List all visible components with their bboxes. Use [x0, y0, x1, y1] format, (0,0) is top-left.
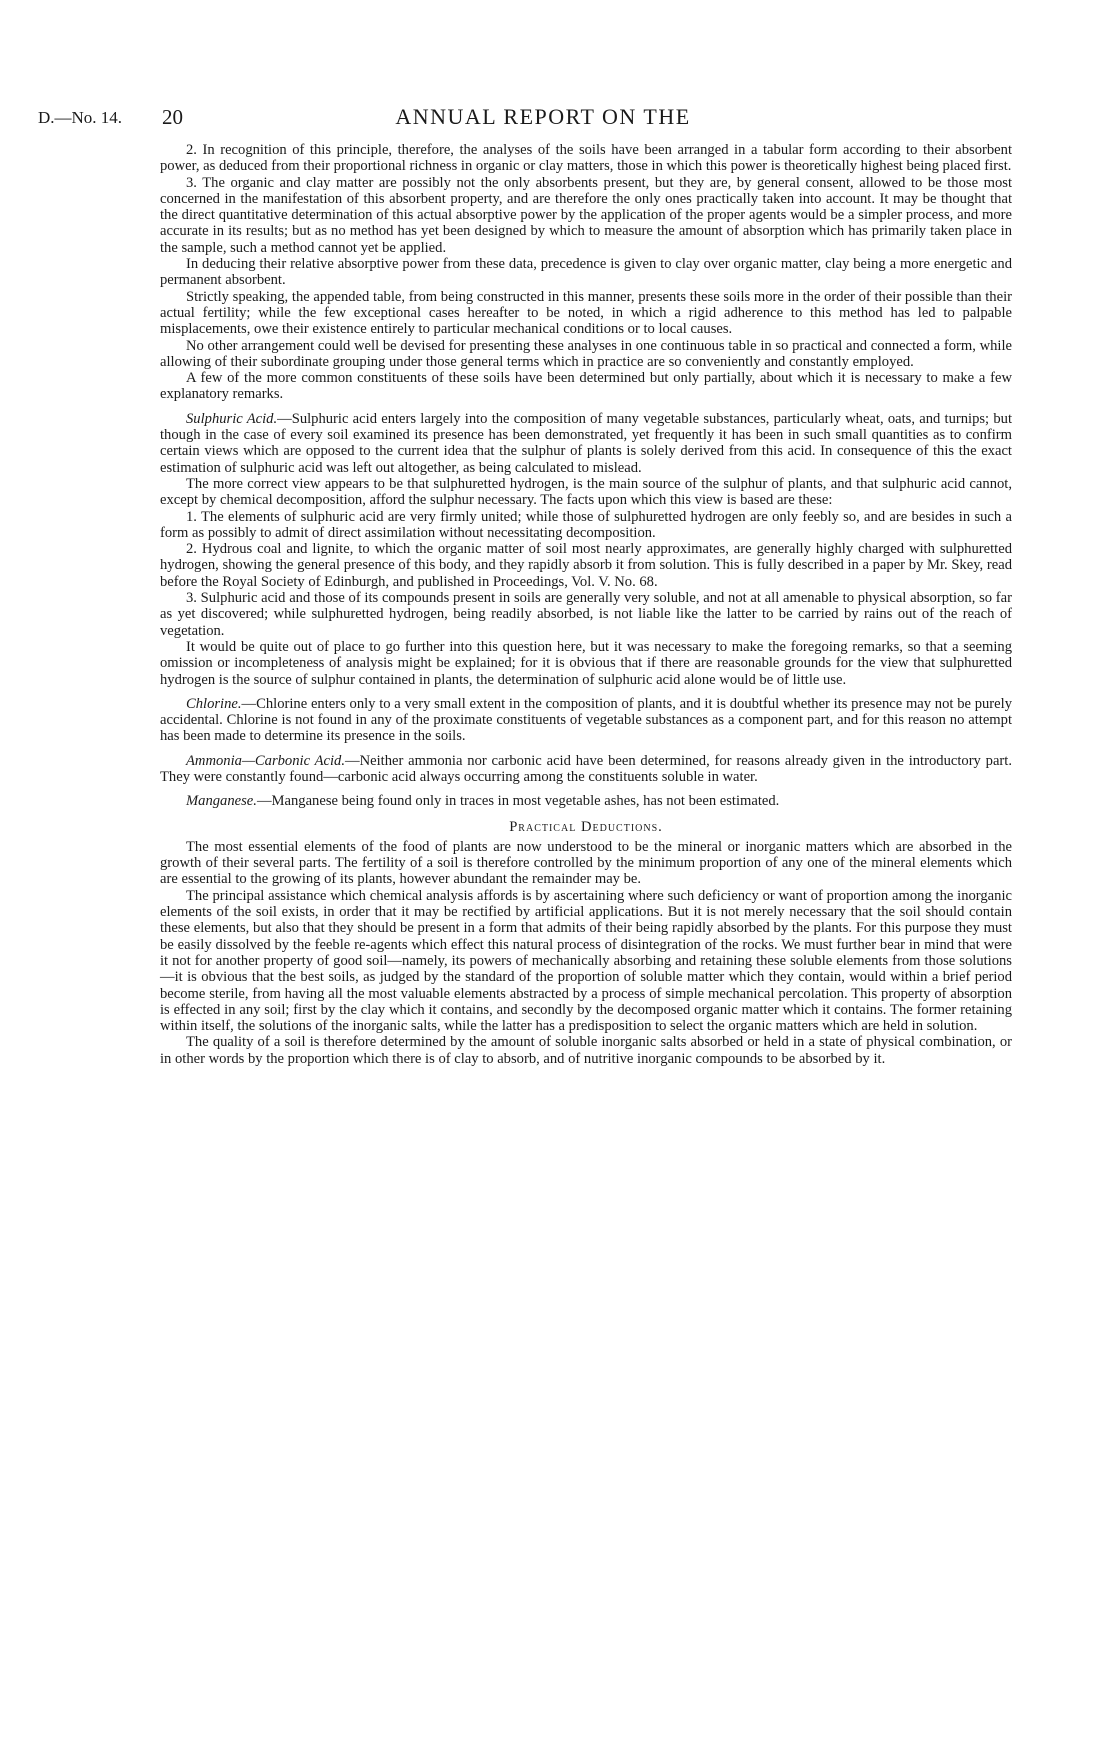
section-heading: Practical Deductions.	[509, 818, 663, 835]
page-number: 20	[162, 105, 183, 129]
running-title: ANNUAL REPORT ON THE	[395, 104, 691, 129]
paragraph: In deducing their relative absorptive power from these data, precedence is given to clay over organic matter, clay being a more energetic and permanent absorbent.	[160, 256, 1012, 289]
paragraph: 3. The organic and clay matter are possibly not the only absorbents present, but they are, by general consent, allowed to be those most concerned in the manifestation of this absorbent property, and are therefore the only ones practically taken into account. It may be thought that the direct quantitative determination of this actual absorptive power by the application of the proper agents would be a simpler process, and more accurate in its results; but as no method has yet been designed by which to measure the amount of absorption which has primarily taken place in the sample, such a method cannot yet be applied.	[160, 174, 1012, 256]
paragraph: No other arrangement could well be devised for presenting these analyses in one continuous table in so practical and connected a form, while allowing of their subordinate grouping under those general terms which in practice are so conveniently and constantly employed.	[160, 337, 1012, 370]
paragraph-manganese	[160, 793, 1012, 809]
paragraph-lead: Chlorine.	[186, 695, 242, 712]
document-reference: D.—No. 14.	[38, 108, 123, 127]
paragraph-lead: Manganese.	[186, 793, 257, 810]
paragraph-ammonia	[160, 753, 1012, 786]
paragraph: The most essential elements of the food of plants are now understood to be the mineral or inorganic matters which are absorbed in the growth of their several parts. The fertility of a soil is therefore controlled by the minimum proportion of any one of the mineral elements which are essential to the growing of its plants, however abundant the remainder may be.	[160, 838, 1012, 888]
paragraph: The principal assistance which chemical analysis affords is by ascertaining where such deficiency or want of proportion among the inorganic elements of the soil exists, in order that it may be rectified by artificial applications. But it is not merely necessary that the soil should contain these elements, but also that they should be present in a form that admits of their being rapidly absorbed by the plants. For this purpose they must be easily dissolved by the feeble re-agents which effect this natural process of disintegration of the rocks. We must further bear in mind that were it not for another property of good soil—namely, its powers of mechanically absorbing and retaining these soluble elements from those solutions—it is obvious that the best soils, as judged by the standard of the proportion of soluble matter which they contain, would within a brief period become sterile, from having all the most valuable elements abstracted by a process of simple mechanical percolation. This property of absorption is effected in any soil; first by the clay which it contains, and secondly by the decomposed organic matter which it contains. The former retaining within itself, the solutions of the inorganic salts, while the latter has a predisposition to select the organic matters which are held in solution.	[160, 887, 1012, 1035]
paragraph-text: —Neither ammonia nor carbonic acid have been determined, for reasons already given in the introductory part. They were constantly found—carbonic acid always occurring among the constituents soluble in water.	[160, 752, 1012, 785]
page-header	[38, 104, 1048, 134]
paragraph: 2. Hydrous coal and lignite, to which the organic matter of soil most nearly approximates, are generally highly charged with sulphuretted hydrogen, showing the general presence of this body, and they rapidly absorb it from solution. This is fully described in a paper by Mr. Skey, read before the Royal Society of Edinburgh, and published in Proceedings, Vol. V. No. 68.	[160, 541, 1012, 590]
paragraph-lead: Ammonia—Carbonic Acid.	[186, 752, 345, 769]
paragraph-text: —Chlorine enters only to a very small extent in the composition of plants, and it is doubtful whether its presence may not be purely accidental. Chlorine is not found in any of the proximate constituents of vegetable substances as a component part, and for this reason no attempt has been made to determine its presence in the soils.	[160, 695, 1012, 745]
paragraph-chlorine	[160, 696, 1012, 745]
page-body	[160, 142, 1012, 1067]
paragraph: The more correct view appears to be that sulphuretted hydrogen, is the main source of the sulphur of plants, and that sulphuric acid cannot, except by chemical decomposition, afford the sulphur necessary. The facts upon which this view is based are these:	[160, 475, 1012, 509]
paragraph: A few of the more common constituents of these soils have been determined but only partially, about which it is necessary to make a few explanatory remarks.	[160, 370, 1012, 403]
paragraph-sulphuric-acid	[160, 411, 1012, 476]
paragraph: It would be quite out of place to go further into this question here, but it was necessary to make the foregoing remarks, so that a seeming omission or incompleteness of analysis might be explained; for it is obvious that if there are reasonable grounds for the view that sulphuretted hydrogen is the source of sulphur contained in plants, the determination of sulphuric acid alone would be of little use.	[160, 638, 1012, 688]
paragraph-lead: Sulphuric Acid.	[186, 410, 278, 427]
paragraph: 1. The elements of sulphuric acid are very firmly united; while those of sulphuretted hydrogen are only feebly so, and are besides in such a form as possibly to admit of direct assimilation without necessitating decomposition.	[160, 508, 1012, 541]
paragraph: 3. Sulphuric acid and those of its compounds present in soils are generally very soluble, and not at all amenable to physical absorption, so far as yet discovered; while sulphuretted hydrogen, being readily absorbed, is not liable like the latter to be carried by rains out of the reach of vegetation.	[160, 590, 1012, 639]
paragraph: 2. In recognition of this principle, therefore, the analyses of the soils have been arranged in a tabular form according to their absorbent power, as deduced from their proportional richness in organic or clay matters, those in which this power is theoretically highest being placed first.	[160, 142, 1012, 175]
paragraph: The quality of a soil is therefore determined by the amount of soluble inorganic salts absorbed or held in a state of physical combination, or in other words by the proportion which there is of clay to absorb, and of nutritive inorganic compounds to be absorbed by it.	[160, 1034, 1012, 1067]
paragraph-text: —Manganese being found only in traces in most vegetable ashes, has not been estimated.	[256, 793, 780, 810]
paragraph: Strictly speaking, the appended table, from being constructed in this manner, presents these soils more in the order of their possible than their actual fertility; while the few exceptional cases hereafter to be noted, in which a rigid adherence to this method has led to palpable misplacements, owe their existence entirely to particular mechanical conditions or to local causes.	[160, 288, 1012, 338]
paragraph-text: —Sulphuric acid enters largely into the composition of many vegetable substances, particularly wheat, oats, and turnips; but though in the case of every soil examined its presence has been demonstrated, yet frequently it has been in such small quantities as to confirm certain views which are opposed to the current idea that the sulphur of plants is solely derived from this acid. In consequence of this the exact estimation of sulphuric acid was left out altogether, as being calculated to mislead.	[160, 410, 1012, 476]
